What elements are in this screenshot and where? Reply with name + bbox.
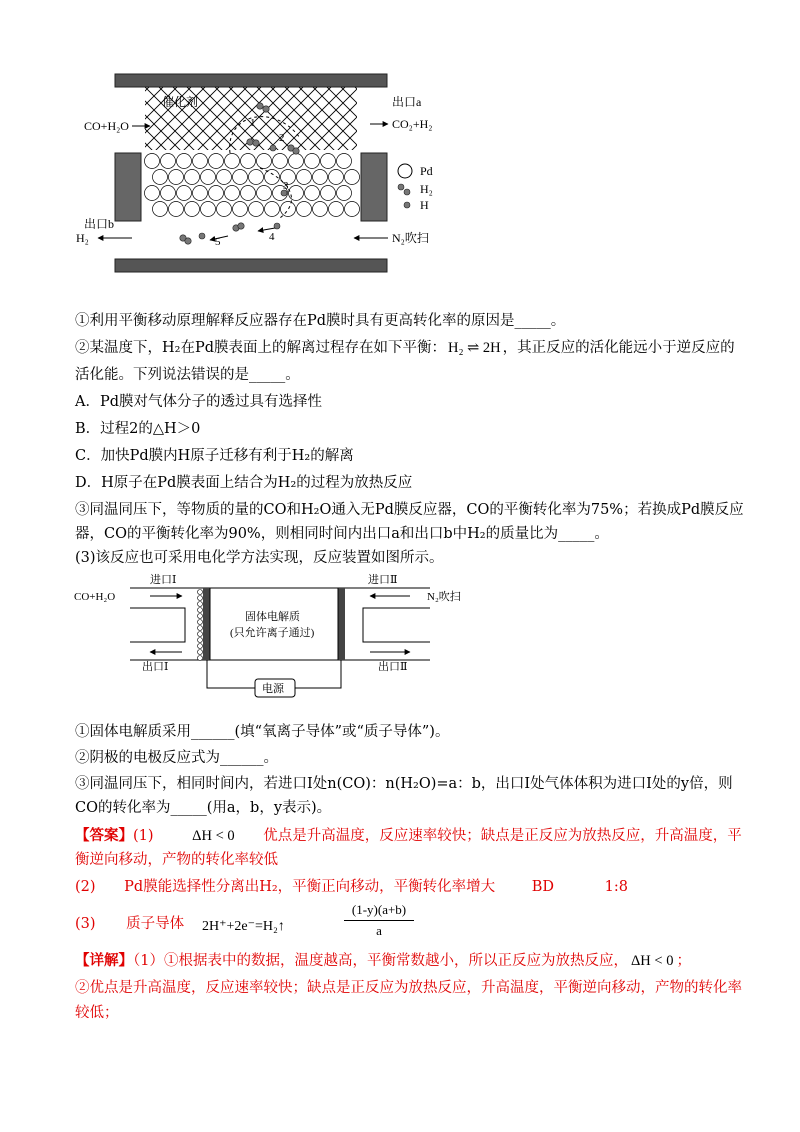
pd-membrane-reactor-diagram bbox=[70, 68, 470, 283]
pd-atom bbox=[241, 186, 256, 201]
inlet-2-label: 进口Ⅱ bbox=[368, 574, 398, 586]
legend-pd-icon bbox=[398, 164, 412, 178]
pd-atom bbox=[177, 186, 192, 201]
step-4-label: 4 bbox=[269, 231, 275, 243]
answer-part-1: (1) bbox=[133, 828, 154, 844]
catalyst-bead bbox=[198, 644, 203, 649]
pd-atom bbox=[161, 154, 176, 169]
answer-line-3 bbox=[75, 877, 628, 897]
option-b: B．过程2的△H＞0 bbox=[75, 421, 201, 437]
outlet-a-label: 出口a bbox=[392, 95, 422, 109]
pd-membrane bbox=[145, 154, 360, 217]
q3-intro: (3)该反应也可采用电化学方法实现，反应装置如图所示。 bbox=[75, 550, 444, 566]
legend-h-label: H bbox=[420, 198, 429, 212]
pd-atom bbox=[145, 186, 160, 201]
electrolyte-label: 固体电解质 bbox=[245, 611, 300, 623]
right-channel bbox=[363, 608, 430, 642]
option-d: D．H原子在Pd膜表面上结合为H₂的过程为放热反应 bbox=[75, 475, 413, 491]
outlet-b-label: 出口b bbox=[84, 217, 115, 231]
detail-dh: ΔH < 0 bbox=[630, 953, 674, 969]
pd-atom bbox=[289, 186, 304, 201]
pd-atom bbox=[241, 154, 256, 169]
catalyst-bead bbox=[198, 614, 203, 619]
pd-atom bbox=[145, 154, 160, 169]
answer-fraction bbox=[344, 902, 414, 939]
q2-statement-3-cont: 器，CO的平衡转化率为90%，则相同时间内出口a和出口b中H₂的质量比为_____。 bbox=[75, 526, 609, 542]
pd-atom bbox=[289, 154, 304, 169]
step-1-label: 1 bbox=[250, 117, 256, 129]
pd-atom bbox=[225, 186, 240, 201]
detail-text-1-end: ； bbox=[676, 953, 691, 969]
q2-statement-2-cont: 活化能。下列说法错误的是_____。 bbox=[75, 367, 300, 383]
left-electrode bbox=[203, 588, 210, 660]
h2-out-label: H₂ bbox=[76, 231, 89, 245]
legend-h2-label: H₂ bbox=[420, 182, 433, 196]
detail-line-3: 较低； bbox=[75, 1005, 119, 1021]
detail-tag: 【详解】 bbox=[75, 952, 133, 969]
pd-atom bbox=[257, 154, 272, 169]
bottom-plate bbox=[115, 259, 387, 272]
pd-atom bbox=[249, 170, 264, 185]
power-label: 电源 bbox=[262, 683, 284, 695]
answer-part-3: (3) bbox=[75, 916, 96, 932]
solid-electrolyte bbox=[210, 588, 338, 660]
catalyst-bead bbox=[198, 650, 203, 655]
catalyst-bead bbox=[198, 590, 203, 595]
pd-atom bbox=[313, 170, 328, 185]
answer-line-1 bbox=[75, 826, 742, 846]
pd-atom bbox=[281, 202, 296, 217]
electrochemical-cell-diagram bbox=[70, 570, 490, 700]
answer-line-2: 衡逆向移动，产物的转化率较低 bbox=[75, 852, 278, 868]
answer-part-2: (2) bbox=[75, 879, 96, 895]
catalyst-bead bbox=[198, 620, 203, 625]
inlet-1-label: 进口Ⅰ bbox=[150, 574, 177, 586]
q2-statement-1: ①利用平衡移动原理解释反应器存在Pd膜时具有更高转化率的原因是_____。 bbox=[75, 313, 566, 329]
n2-label: N₂吹扫 bbox=[427, 591, 461, 603]
answer-dh: ΔH < 0 bbox=[192, 828, 235, 844]
q3-statement-2: ②阴极的电极反应式为______。 bbox=[75, 750, 278, 766]
outlet-right-label: CO₂+H₂ bbox=[392, 117, 433, 131]
pd-atom bbox=[313, 202, 328, 217]
pd-atom bbox=[209, 154, 224, 169]
q2-statement-3: ③同温同压下，等物质的量的CO和H₂O通入无Pd膜反应器，CO的平衡转化率为75%；若换成Pd膜反应 bbox=[75, 502, 744, 518]
answer-2c: 1:8 bbox=[604, 879, 628, 895]
option-a: A．Pd膜对气体分子的透过具有选择性 bbox=[75, 394, 323, 410]
pd-atom bbox=[193, 186, 208, 201]
pd-atom bbox=[337, 154, 352, 169]
answer-2b: BD bbox=[531, 879, 555, 895]
electrolyte-note: (只允许离子通过) bbox=[230, 627, 315, 639]
n2-purge-label: N₂吹扫 bbox=[392, 231, 429, 245]
q3-statement-1: ①固体电解质采用______(填“氧离子导体”或“质子导体”)。 bbox=[75, 724, 450, 740]
answer-3a: 质子导体 bbox=[126, 916, 185, 932]
pd-atom bbox=[257, 186, 272, 201]
q2-s2-suffix: ，其正反应的活化能远小于逆反应的 bbox=[502, 340, 735, 356]
catalyst-bead bbox=[198, 632, 203, 637]
legend-h-icon bbox=[404, 202, 410, 208]
pd-atom bbox=[185, 202, 200, 217]
catalyst-bead bbox=[198, 608, 203, 613]
inlet-label: CO+H₂O bbox=[84, 119, 129, 133]
pd-atom bbox=[153, 202, 168, 217]
legend-h2-icon bbox=[398, 184, 410, 195]
pd-atom bbox=[265, 202, 280, 217]
left-channel bbox=[130, 608, 185, 642]
pd-atom bbox=[345, 202, 360, 217]
pd-atom bbox=[201, 170, 216, 185]
pd-atom bbox=[233, 170, 248, 185]
catalyst-bead bbox=[198, 602, 203, 607]
pd-atom bbox=[337, 186, 352, 201]
pd-atom bbox=[321, 154, 336, 169]
catalyst-bead bbox=[198, 656, 203, 661]
catalyst-bead bbox=[198, 626, 203, 631]
pd-atom bbox=[217, 170, 232, 185]
pd-atom bbox=[177, 154, 192, 169]
pd-atom bbox=[297, 202, 312, 217]
outlet-2-label: 出口Ⅱ bbox=[378, 661, 408, 673]
feed-label: CO+H₂O bbox=[74, 591, 116, 603]
left-block bbox=[115, 153, 141, 221]
pd-atom bbox=[321, 186, 336, 201]
pd-atom bbox=[169, 170, 184, 185]
pd-atom bbox=[225, 154, 240, 169]
answer-text-1: 优点是升高温度，反应速率较快；缺点是正反应为放热反应，升高温度，平 bbox=[263, 828, 742, 844]
q3-statement-3-cont: CO的转化率为_____(用a，b，y表示)。 bbox=[75, 800, 332, 816]
step-5-label: 5 bbox=[215, 236, 221, 248]
pd-atom bbox=[185, 170, 200, 185]
pd-atom bbox=[305, 154, 320, 169]
pd-atom bbox=[161, 186, 176, 201]
q3-statement-3: ③同温同压下，相同时间内，若进口Ⅰ处n(CO)：n(H₂O)=a：b，出口Ⅰ处气体体积为进口Ⅰ处的y倍，则 bbox=[75, 776, 733, 792]
pd-atom bbox=[249, 202, 264, 217]
detail-text-1: （1）①根据表中的数据，温度越高，平衡常数越小，所以正反应为放热反应， bbox=[133, 953, 628, 969]
fraction-denominator: a bbox=[376, 923, 382, 938]
right-block bbox=[361, 153, 387, 221]
pd-atom bbox=[169, 202, 184, 217]
pd-atom bbox=[153, 170, 168, 185]
detail-line-2: ②优点是升高温度，反应速率较快；缺点是正反应为放热反应，升高温度，平衡逆向移动，产物的转化率 bbox=[75, 980, 742, 996]
h2-dissociation-equation: H₂ ⇌ 2H bbox=[448, 340, 501, 356]
pd-atom bbox=[209, 186, 224, 201]
step-2-label: 2 bbox=[279, 132, 285, 144]
catalyst-label: 催化剂 bbox=[162, 95, 199, 109]
option-c: C．加快Pd膜内H原子迁移有利于H₂的解离 bbox=[75, 448, 354, 464]
right-electrode bbox=[338, 588, 345, 660]
fraction-numerator: (1-y)(a+b) bbox=[344, 902, 414, 921]
catalyst-bead bbox=[198, 638, 203, 643]
pd-atom bbox=[273, 154, 288, 169]
answer-2a: Pd膜能选择性分离出H₂，平衡正向移动，平衡转化率增大 bbox=[124, 879, 496, 895]
pd-atom bbox=[193, 154, 208, 169]
pd-atom bbox=[201, 202, 216, 217]
pd-atom bbox=[329, 202, 344, 217]
step-3-label: 3 bbox=[283, 180, 289, 192]
answer-cathode-equation: 2H⁺+2e⁻=H₂↑ bbox=[202, 919, 285, 934]
catalyst-bead bbox=[198, 596, 203, 601]
electrode-catalyst-beads bbox=[198, 590, 203, 661]
pd-atom bbox=[233, 202, 248, 217]
pd-atom bbox=[329, 170, 344, 185]
outlet-1-label: 出口Ⅰ bbox=[142, 661, 169, 673]
answer-tag: 【答案】 bbox=[75, 827, 133, 844]
q2-statement-2 bbox=[75, 338, 735, 358]
pd-atom bbox=[305, 186, 320, 201]
pd-atom bbox=[297, 170, 312, 185]
detail-line-1 bbox=[75, 951, 691, 971]
legend-pd-label: Pd bbox=[420, 164, 433, 178]
top-plate bbox=[115, 74, 387, 87]
q2-s2-prefix: ②某温度下，H₂在Pd膜表面上的解离过程存在如下平衡： bbox=[75, 340, 446, 356]
pd-atom bbox=[217, 202, 232, 217]
pd-atom bbox=[345, 170, 360, 185]
answer-line-4 bbox=[75, 914, 184, 934]
